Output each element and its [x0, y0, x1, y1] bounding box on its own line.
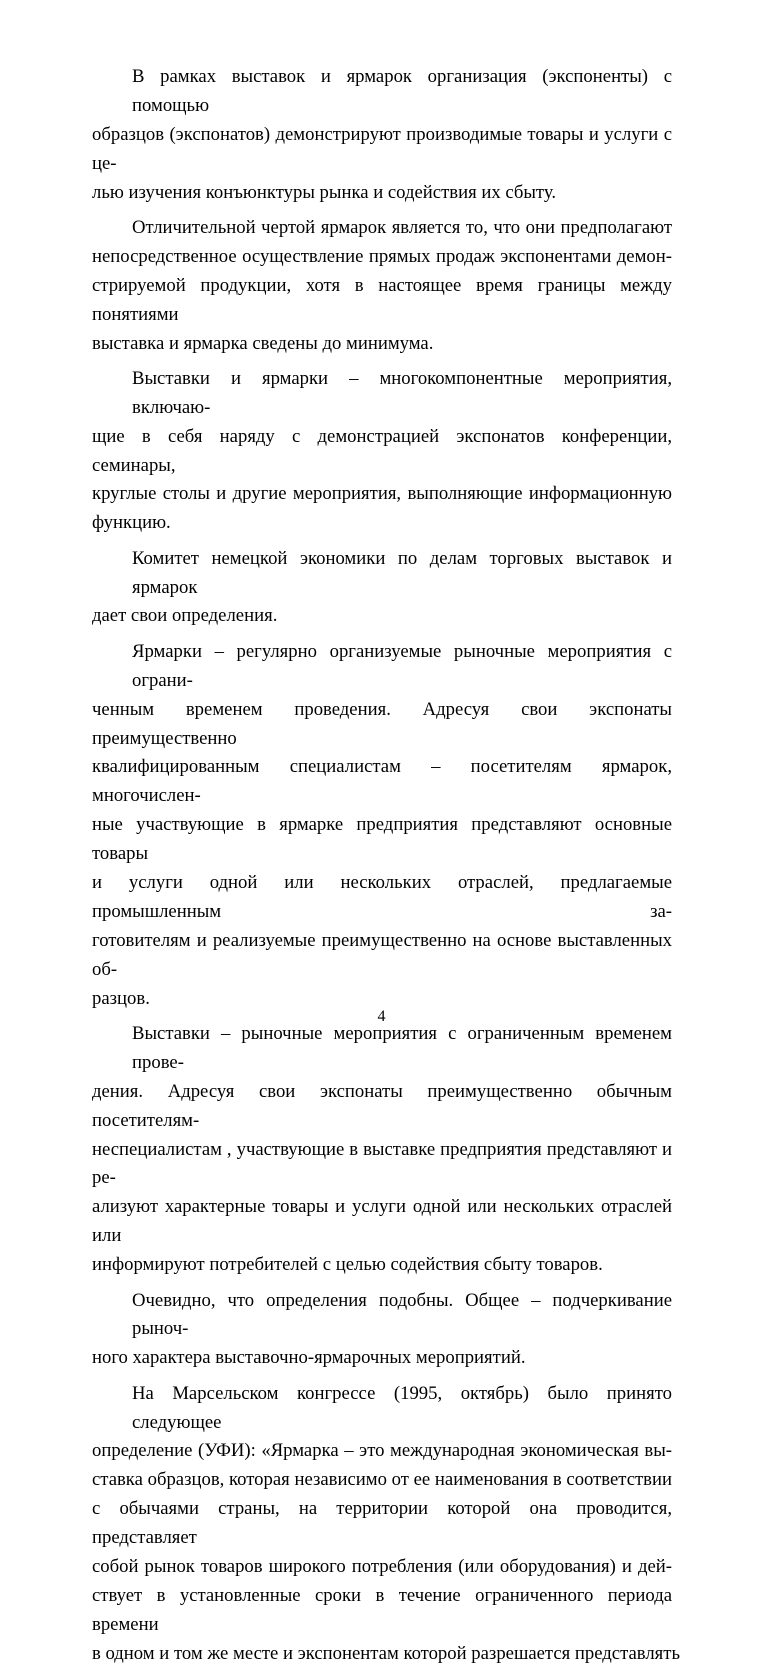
text-line: готовителям и реализуемые преимущественно на основе выставленных об- — [92, 929, 672, 980]
text-line: Выставки и ярмарки – многокомпонентные мероприятия, включаю- — [132, 367, 672, 418]
text-line: в одном и том же месте и экспонентам которой разрешается представлять — [92, 1642, 680, 1664]
paragraph — [92, 1287, 672, 1374]
paragraph — [92, 638, 672, 1014]
paragraph — [92, 1020, 672, 1280]
text-line: стрируемой продукции, хотя в настоящее время границы между понятиями — [92, 274, 672, 325]
text-line: дает свои определения. — [92, 605, 278, 627]
paragraph — [92, 365, 672, 538]
text-line: квалифицированным специалистам – посетителям ярмарок, многочислен- — [92, 756, 672, 807]
text-line: непосредственное осуществление прямых продаж экспонентами демон- — [92, 245, 672, 267]
text-line: ные участвующие в ярмарке предприятия представляют основные товары — [92, 814, 672, 865]
text-line: круглые столы и другие мероприятия, выполняющие информационную — [92, 483, 672, 505]
text-line: с обычаями страны, на территории которой она проводится, представляет — [92, 1498, 672, 1549]
text-line: ного характера выставочно-ярмарочных мероприятий. — [92, 1347, 526, 1369]
text-line: Ярмарки – регулярно организуемые рыночные мероприятия с ограни- — [132, 640, 672, 691]
document-body — [92, 63, 680, 1675]
text-line: определение (УФИ): «Ярмарка – это международная экономическая вы- — [92, 1440, 672, 1462]
text-line: выставка и ярмарка сведены до минимума. — [92, 332, 434, 354]
text-line: Выставки – рыночные мероприятия с ограниченным временем прове- — [132, 1022, 672, 1073]
page-number: 4 — [377, 1008, 386, 1025]
text-line: На Марсельском конгрессе (1995, октябрь) было принято следующее — [132, 1382, 672, 1433]
text-line: Комитет немецкой экономики по делам торговых выставок и ярмарок — [132, 547, 672, 598]
paragraph — [92, 214, 672, 359]
paragraph — [92, 1380, 680, 1669]
text-line: разцов. — [92, 987, 150, 1009]
text-line: образцов (экспонатов) демонстрируют производимые товары и услуги с це- — [92, 123, 672, 174]
paragraph — [92, 63, 672, 208]
paragraph — [92, 545, 672, 632]
text-line: Отличительной чертой ярмарок является то, что они предполагают — [132, 216, 672, 238]
text-line: и услуги одной или нескольких отраслей, предлагаемые промышленным за- — [92, 872, 672, 922]
text-line: дения. Адресуя свои экспонаты преимущественно обычным посетителям- — [92, 1080, 672, 1131]
text-line: ченным временем проведения. Адресуя свои экспонаты преимущественно — [92, 698, 672, 749]
text-line: неспециалистам , участвующие в выставке предприятия представляют и ре- — [92, 1138, 672, 1189]
text-line: щие в себя наряду с демонстрацией экспонатов конференции, семинары, — [92, 425, 672, 476]
text-line: ствует в установленные сроки в течение ограниченного периода времени — [92, 1584, 672, 1635]
text-line: собой рынок товаров широкого потребления (или оборудования) и дей- — [92, 1556, 672, 1578]
text-line: ализуют характерные товары и услуги одной или нескольких отраслей или — [92, 1196, 672, 1247]
text-line: ставка образцов, которая независимо от ее наименования в соответствии — [92, 1469, 672, 1491]
text-line: В рамках выставок и ярмарок организация (экспоненты) с помощью — [132, 66, 672, 116]
text-line: Очевидно, что определения подобны. Общее – подчеркивание рыноч- — [132, 1289, 672, 1340]
text-line: лью изучения конъюнктуры рынка и содействия их сбыту. — [92, 181, 556, 203]
text-line: функцию. — [92, 512, 171, 534]
text-line: информируют потребителей с целью содействия сбыту товаров. — [92, 1254, 603, 1276]
